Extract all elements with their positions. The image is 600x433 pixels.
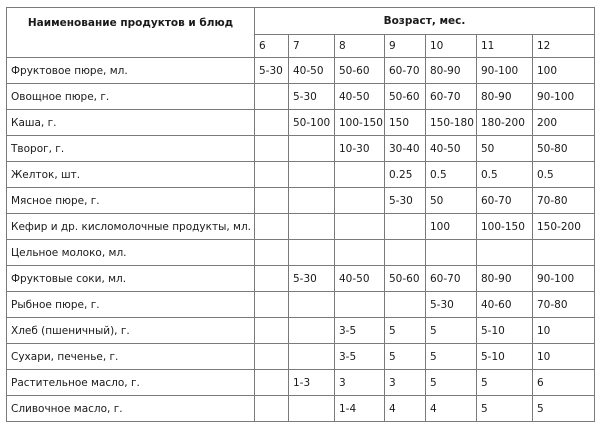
amount-cell: 40-50 [335,266,385,292]
feeding-table [6,7,595,422]
month-header: 6 [255,35,289,58]
amount-cell: 5-10 [477,344,533,370]
amount-cell [255,84,289,110]
column-header-name: Наименование продуктов и блюд [7,8,255,58]
amount-cell: 50-80 [533,136,595,162]
amount-cell [289,292,335,318]
amount-cell: 70-80 [533,188,595,214]
amount-cell: 100-150 [335,110,385,136]
month-header: 7 [289,35,335,58]
table-row [7,58,595,84]
amount-cell [255,240,289,266]
amount-cell: 60-70 [385,58,426,84]
amount-cell: 100-150 [477,214,533,240]
amount-cell [289,396,335,422]
amount-cell [255,136,289,162]
table-row [7,240,595,266]
amount-cell: 80-90 [477,266,533,292]
amount-cell: 40-60 [477,292,533,318]
product-name-cell: Фруктовое пюре, мл. [7,58,255,84]
amount-cell: 3 [385,370,426,396]
amount-cell [289,344,335,370]
amount-cell [335,240,385,266]
amount-cell: 50-60 [335,58,385,84]
table-body [7,58,595,422]
amount-cell [385,240,426,266]
table-row [7,370,595,396]
amount-cell: 0.5 [533,162,595,188]
product-name-cell: Фруктовые соки, мл. [7,266,255,292]
amount-cell: 5-30 [385,188,426,214]
amount-cell: 70-80 [533,292,595,318]
amount-cell: 80-90 [477,84,533,110]
amount-cell: 60-70 [426,266,477,292]
amount-cell: 5 [426,318,477,344]
amount-cell: 50-60 [385,266,426,292]
amount-cell [335,162,385,188]
amount-cell: 150 [385,110,426,136]
amount-cell: 5-30 [255,58,289,84]
amount-cell: 180-200 [477,110,533,136]
amount-cell: 5 [426,370,477,396]
amount-cell: 150-180 [426,110,477,136]
amount-cell: 100 [426,214,477,240]
amount-cell: 60-70 [477,188,533,214]
amount-cell: 50-100 [289,110,335,136]
amount-cell: 40-50 [289,58,335,84]
amount-cell: 90-100 [477,58,533,84]
table-row [7,214,595,240]
amount-cell [255,318,289,344]
amount-cell: 3-5 [335,344,385,370]
amount-cell [533,240,595,266]
amount-cell: 5-30 [289,266,335,292]
amount-cell: 4 [426,396,477,422]
amount-cell: 5 [385,318,426,344]
amount-cell: 90-100 [533,84,595,110]
table-row [7,84,595,110]
amount-cell: 5 [477,370,533,396]
month-header: 12 [533,35,595,58]
amount-cell: 5-10 [477,318,533,344]
amount-cell [335,188,385,214]
amount-cell: 0.5 [426,162,477,188]
amount-cell: 200 [533,110,595,136]
product-name-cell: Мясное пюре, г. [7,188,255,214]
amount-cell: 40-50 [426,136,477,162]
amount-cell [289,162,335,188]
table-row [7,318,595,344]
amount-cell: 100 [533,58,595,84]
amount-cell [289,214,335,240]
amount-cell [255,396,289,422]
product-name-cell: Растительное масло, г. [7,370,255,396]
amount-cell [335,292,385,318]
amount-cell: 50 [477,136,533,162]
table-row [7,266,595,292]
amount-cell [255,162,289,188]
amount-cell: 5 [533,396,595,422]
amount-cell: 10 [533,318,595,344]
amount-cell: 40-50 [335,84,385,110]
product-name-cell: Сухари, печенье, г. [7,344,255,370]
amount-cell: 5-30 [289,84,335,110]
product-name-cell: Творог, г. [7,136,255,162]
amount-cell: 150-200 [533,214,595,240]
month-header: 9 [385,35,426,58]
amount-cell [385,214,426,240]
amount-cell [255,110,289,136]
amount-cell: 30-40 [385,136,426,162]
amount-cell: 5-30 [426,292,477,318]
table-row [7,188,595,214]
amount-cell [335,214,385,240]
table-row [7,110,595,136]
amount-cell: 5 [477,396,533,422]
header-row [7,8,595,35]
product-name-cell: Желток, шт. [7,162,255,188]
amount-cell [289,136,335,162]
table-row [7,136,595,162]
product-name-cell: Овощное пюре, г. [7,84,255,110]
amount-cell [255,214,289,240]
column-header-age: Возраст, мес. [255,8,595,35]
amount-cell [289,188,335,214]
amount-cell: 10 [533,344,595,370]
amount-cell [289,318,335,344]
month-header: 8 [335,35,385,58]
amount-cell: 0.5 [477,162,533,188]
product-name-cell: Сливочное масло, г. [7,396,255,422]
amount-cell: 5 [385,344,426,370]
amount-cell [385,292,426,318]
month-header: 10 [426,35,477,58]
month-header: 11 [477,35,533,58]
amount-cell: 90-100 [533,266,595,292]
table-row [7,396,595,422]
product-name-cell: Цельное молоко, мл. [7,240,255,266]
amount-cell: 5 [426,344,477,370]
amount-cell [255,292,289,318]
amount-cell [255,370,289,396]
amount-cell [255,266,289,292]
amount-cell [255,344,289,370]
table-row [7,344,595,370]
amount-cell: 1-4 [335,396,385,422]
product-name-cell: Кефир и др. кисломолочные продукты, мл. [7,214,255,240]
amount-cell: 6 [533,370,595,396]
amount-cell [289,240,335,266]
amount-cell [477,240,533,266]
table-row [7,162,595,188]
feeding-table-container [6,7,595,422]
amount-cell: 1-3 [289,370,335,396]
amount-cell: 60-70 [426,84,477,110]
amount-cell: 80-90 [426,58,477,84]
amount-cell: 50 [426,188,477,214]
product-name-cell: Каша, г. [7,110,255,136]
table-row [7,292,595,318]
amount-cell [255,188,289,214]
amount-cell: 10-30 [335,136,385,162]
product-name-cell: Рыбное пюре, г. [7,292,255,318]
amount-cell [426,240,477,266]
amount-cell: 3 [335,370,385,396]
amount-cell: 3-5 [335,318,385,344]
amount-cell: 0.25 [385,162,426,188]
product-name-cell: Хлеб (пшеничный), г. [7,318,255,344]
amount-cell: 50-60 [385,84,426,110]
amount-cell: 4 [385,396,426,422]
